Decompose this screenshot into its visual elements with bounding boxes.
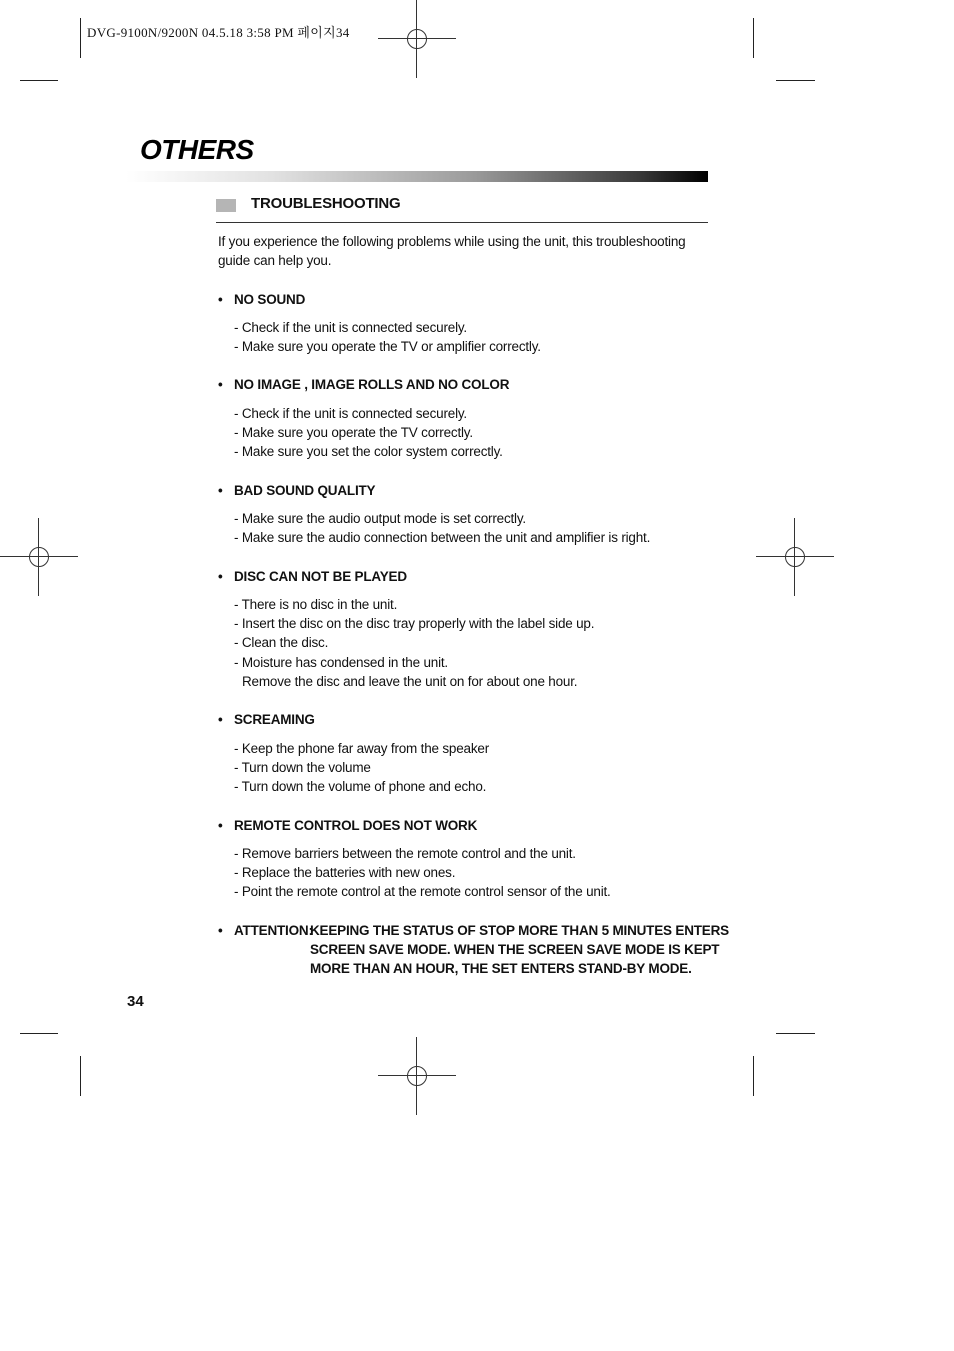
problem-heading xyxy=(218,710,718,729)
problem-heading-text: NO IMAGE , IMAGE ROLLS AND NO COLOR xyxy=(234,377,510,393)
solution-item: - Clean the disc. xyxy=(234,635,329,651)
bullet-icon: • xyxy=(218,482,223,498)
problem-heading xyxy=(218,567,718,586)
solution-item: - Make sure you operate the TV or amplifier correctly. xyxy=(234,339,541,355)
problem-heading xyxy=(218,290,718,309)
solution-item: - Turn down the volume xyxy=(234,759,371,775)
solution-item: - Point the remote control at the remote control sensor of the unit. xyxy=(234,884,611,900)
solution-item: - Make sure the audio connection between the unit and amplifier is right. xyxy=(234,530,651,546)
solution-item: - Replace the batteries with new ones. xyxy=(234,865,456,881)
bullet-icon: • xyxy=(218,712,223,728)
page-number: 34 xyxy=(127,993,144,1010)
bullet-icon: • xyxy=(218,922,223,938)
intro-paragraph xyxy=(218,232,718,271)
problem-heading-text: SCREAMING xyxy=(234,712,315,728)
solution-list xyxy=(218,404,718,462)
solution-item: - Make sure you operate the TV correctly. xyxy=(234,425,473,441)
problem-heading-text: REMOTE CONTROL DOES NOT WORK xyxy=(234,817,478,833)
registration-mark-icon xyxy=(378,0,456,78)
solution-list xyxy=(218,739,718,797)
bullet-icon: • xyxy=(218,291,223,307)
intro-line: guide can help you. xyxy=(218,253,332,269)
section-marker-icon xyxy=(216,199,236,212)
registration-mark-icon xyxy=(378,1037,456,1115)
section-title: TROUBLESHOOTING xyxy=(251,195,401,212)
attention-line: MORE THAN AN HOUR, THE SET ENTERS STAND-BY MODE. xyxy=(310,961,692,977)
problem-heading xyxy=(218,375,718,394)
page-title: OTHERS xyxy=(140,134,254,165)
crop-mark xyxy=(20,80,58,81)
bullet-icon: • xyxy=(218,568,223,584)
attention-note xyxy=(218,921,729,979)
solution-item: - Check if the unit is connected securely. xyxy=(234,319,467,335)
bullet-icon: • xyxy=(218,817,223,833)
crop-mark xyxy=(776,80,815,81)
crop-mark xyxy=(80,18,81,58)
solution-item: - There is no disc in the unit. xyxy=(234,596,398,612)
print-header: DVG-9100N/9200N 04.5.18 3:58 PM 페이지34 xyxy=(87,25,350,40)
troubleshooting-content xyxy=(218,232,729,979)
solution-item: - Make sure the audio output mode is set correctly. xyxy=(234,510,526,526)
problem-heading-text: DISC CAN NOT BE PLAYED xyxy=(234,568,407,584)
solution-item: - Check if the unit is connected securely. xyxy=(234,405,467,421)
crop-mark xyxy=(753,1056,754,1096)
solution-item-continuation: Remove the disc and leave the unit on for about one hour. xyxy=(242,674,578,690)
crop-mark xyxy=(20,1033,58,1034)
problem-heading-text: BAD SOUND QUALITY xyxy=(234,482,376,498)
registration-mark-icon xyxy=(756,518,834,596)
title-gradient-bar xyxy=(126,171,708,182)
solution-item: - Remove barriers between the remote control and the unit. xyxy=(234,845,576,861)
crop-mark xyxy=(776,1033,815,1034)
attention-label: ATTENTION: xyxy=(234,922,313,938)
attention-line: SCREEN SAVE MODE. WHEN THE SCREEN SAVE MODE IS KEPT xyxy=(310,942,720,958)
problem-heading xyxy=(218,816,718,835)
crop-mark xyxy=(80,1056,81,1096)
crop-mark xyxy=(753,18,754,58)
solution-list xyxy=(218,509,718,548)
solution-item: - Turn down the volume of phone and echo. xyxy=(234,779,487,795)
problem-heading xyxy=(218,481,718,500)
intro-line: If you experience the following problems while using the unit, this troubleshooting xyxy=(218,234,686,249)
solution-item: - Keep the phone far away from the speaker xyxy=(234,740,490,756)
attention-line: KEEPING THE STATUS OF STOP MORE THAN 5 MINUTES ENTERS xyxy=(310,922,729,938)
section-divider xyxy=(216,222,708,223)
solution-list xyxy=(218,595,718,691)
problem-heading-text: NO SOUND xyxy=(234,291,306,307)
solution-list xyxy=(218,844,718,902)
solution-item: - Insert the disc on the disc tray properly with the label side up. xyxy=(234,616,595,632)
solution-item: - Make sure you set the color system correctly. xyxy=(234,444,503,460)
solution-item: - Moisture has condensed in the unit. xyxy=(234,654,448,670)
registration-mark-icon xyxy=(0,518,78,596)
bullet-icon: • xyxy=(218,377,223,393)
solution-list xyxy=(218,318,718,357)
